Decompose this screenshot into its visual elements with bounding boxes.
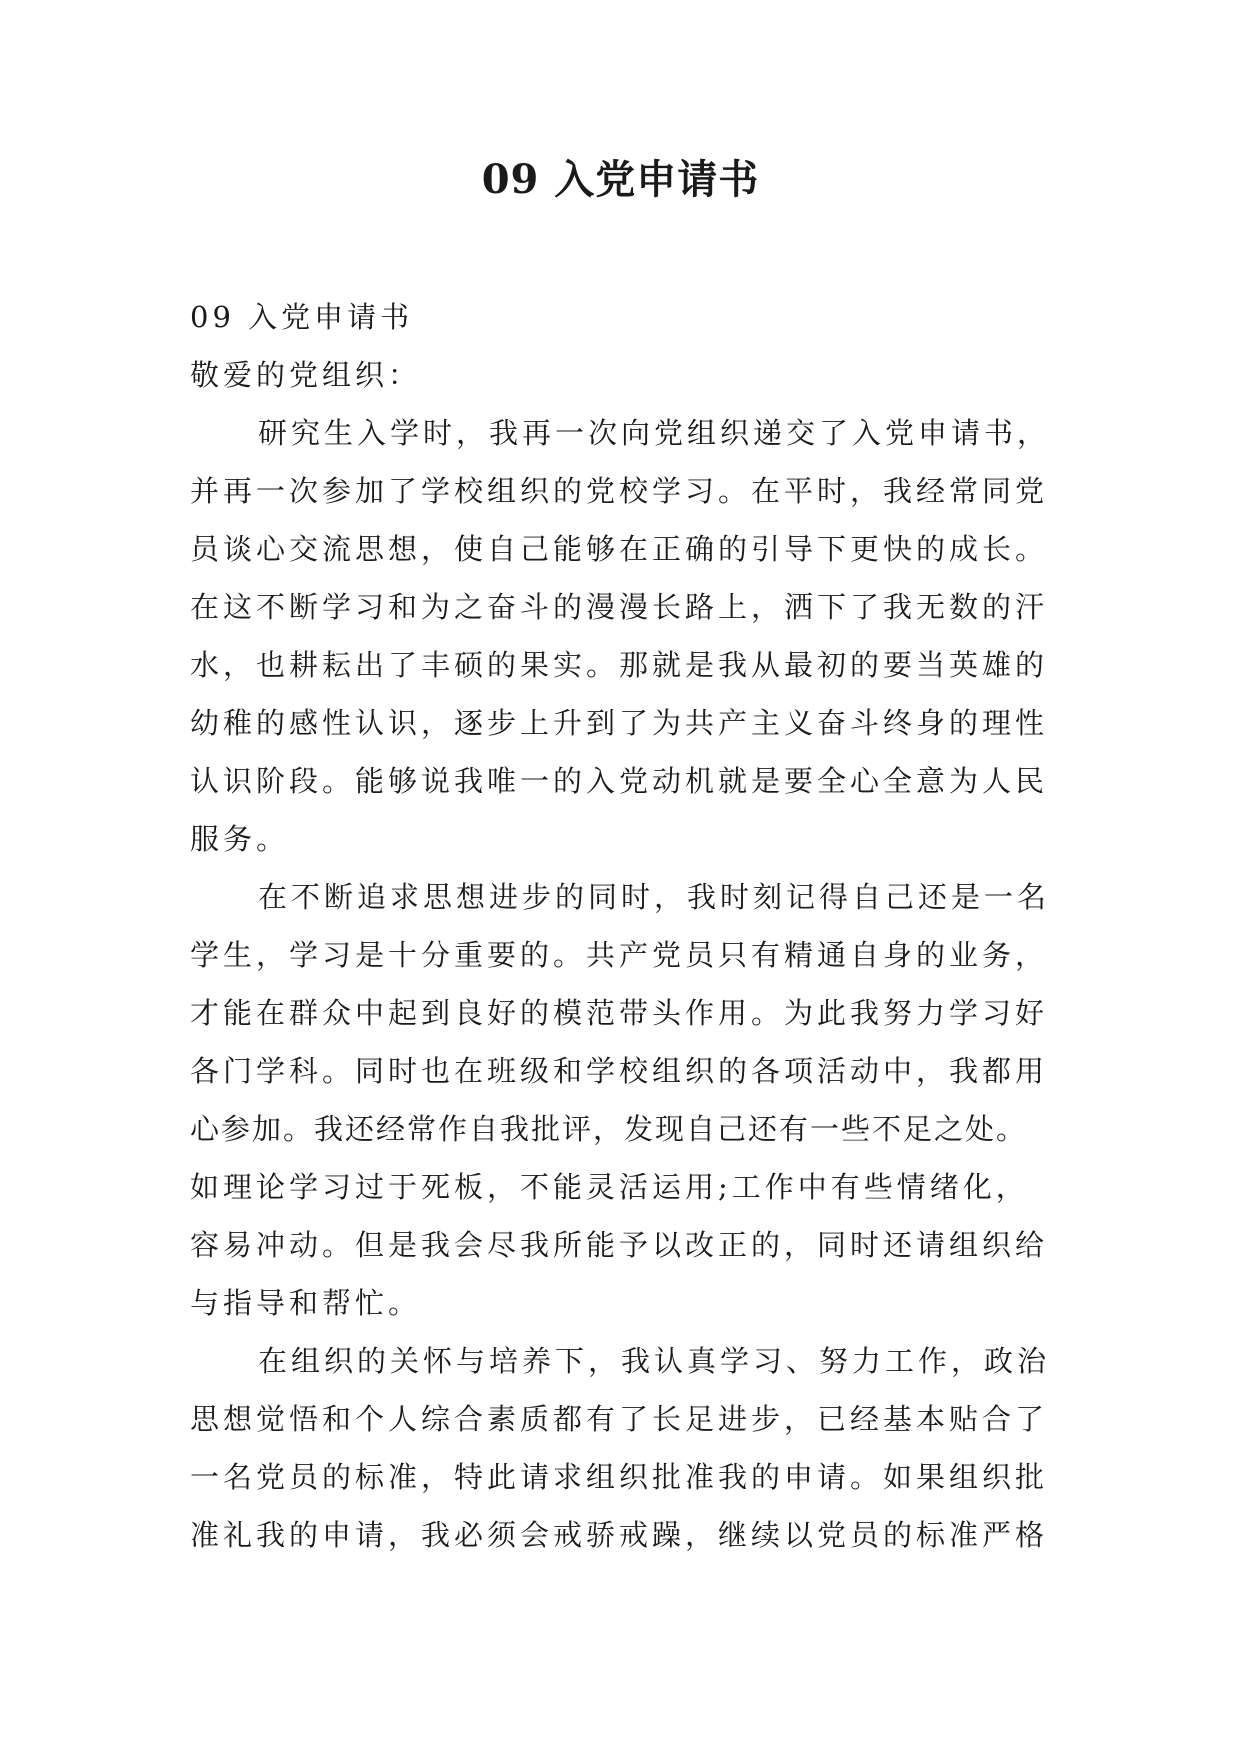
paragraph-1-line-1: 研究生入学时，我再一次向党组织递交了入党申请书，: [258, 416, 1051, 450]
paragraph-1-line-8: 服务。: [190, 822, 290, 856]
paragraph-2-line-1: 在不断追求思想进步的同时，我时刻记得自己还是一名: [258, 880, 1051, 914]
paragraph-2-line-6: 如理论学习过于死板，不能灵活运用;工作中有些情绪化，: [190, 1170, 1029, 1204]
paragraph-3-line-2: 思想觉悟和个人综合素质都有了长足进步，已经基本贴合了: [190, 1402, 1049, 1436]
paragraph-2-line-7: 容易冲动。但是我会尽我所能予以改正的，同时还请组织给: [190, 1228, 1049, 1262]
paragraph-1-line-5: 水，也耕耘出了丰硕的果实。那就是我从最初的要当英雄的: [190, 648, 1049, 682]
subtitle-line: 09 入党申请书: [190, 300, 414, 334]
paragraph-3-line-1: 在组织的关怀与培养下，我认真学习、努力工作，政治: [258, 1344, 1051, 1378]
paragraph-1-line-6: 幼稚的感性认识，逐步上升到了为共产主义奋斗终身的理性: [190, 706, 1049, 740]
salutation-line: 敬爱的党组织：: [190, 358, 422, 392]
paragraph-1-line-2: 并再一次参加了学校组织的党校学习。在平时，我经常同党: [190, 474, 1049, 508]
paragraph-3-line-3: 一名党员的标准，特此请求组织批准我的申请。如果组织批: [190, 1460, 1049, 1494]
paragraph-1-line-4: 在这不断学习和为之奋斗的漫漫长路上，洒下了我无数的汗: [190, 590, 1049, 624]
paragraph-2-line-3: 才能在群众中起到良好的模范带头作用。为此我努力学习好: [190, 996, 1049, 1030]
document-body: [190, 288, 1090, 1564]
paragraph-2-line-8: 与指导和帮忙。: [190, 1286, 422, 1320]
paragraph-3-line-4: 准礼我的申请，我必须会戒骄戒躁，继续以党员的标准严格: [190, 1518, 1049, 1552]
paragraph-1-line-3: 员谈心交流思想，使自己能够在正确的引导下更快的成长。: [190, 532, 1049, 566]
paragraph-2-line-4: 各门学科。同时也在班级和学校组织的各项活动中，我都用: [190, 1054, 1049, 1088]
paragraph-2-line-2: 学生，学习是十分重要的。共产党员只有精通自身的业务，: [190, 938, 1049, 972]
paragraph-1-line-7: 认识阶段。能够说我唯一的入党动机就是要全心全意为人民: [190, 764, 1049, 798]
paragraph-2-line-5: 心参加。我还经常作自我批评，发现自己还有一些不足之处。: [190, 1112, 1028, 1146]
document-title: 09 入党申请书: [481, 156, 760, 203]
